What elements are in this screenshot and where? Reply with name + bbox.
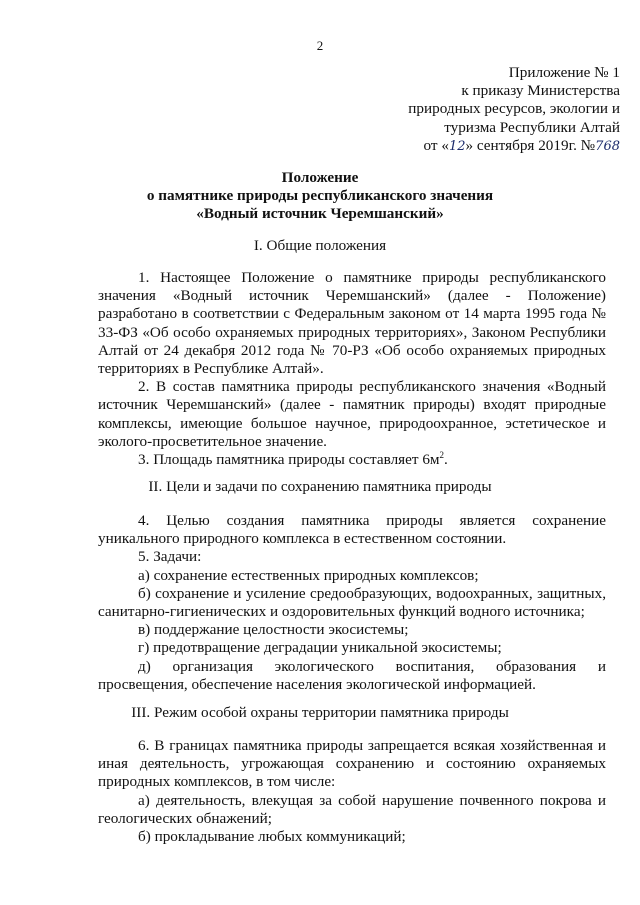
title-line-1: Положение <box>281 169 359 186</box>
task-d: г) предотвращение деградации уникальной экосистемы; <box>138 639 502 657</box>
title-line-2: о памятнике природы республиканского значения <box>146 187 494 205</box>
appendix-line-1: Приложение № 1 <box>508 64 620 81</box>
paragraph-2: 2. В состав памятника природы республиканского значения «Водный источник Черемшанский» (далее - памятник природы) входят природные комплексы, имеющие большое научное, природоохранное, эстетическое и эколого-просветительное значение. <box>98 378 606 450</box>
section-2-heading: II. Цели и задачи по сохранению памятника природы <box>148 478 492 495</box>
appendix-header <box>370 64 620 156</box>
task-b: б) сохранение и усиление средообразующих, водоохранных, защитных, санитарно-гигиенических и оздоровительных функций водного источника; <box>98 584 606 621</box>
paragraph-5: 5. Задачи: <box>138 548 202 566</box>
title-line-3: «Водный источник Черемшанский» <box>196 205 444 223</box>
section-1-heading: I. Общие положения <box>253 237 387 254</box>
appendix-line-3: природных ресурсов, экологии и <box>408 100 620 118</box>
appendix-date-line <box>370 137 620 156</box>
section-2-body <box>98 512 606 694</box>
appendix-line-2: к приказу Министерства <box>461 82 620 100</box>
date-mid: » сентября 2019г. № <box>465 136 596 154</box>
page-number: 2 <box>316 38 324 53</box>
task-a: а) сохранение естественных природных комплексов; <box>138 566 479 584</box>
paragraph-4: 4. Целью создания памятника природы является сохранение уникального природного комплекса в естественном состоянии. <box>98 512 606 548</box>
date-prefix: от « <box>423 136 449 154</box>
paragraph-6: 6. В границах памятника природы запрещается всякая хозяйственная и иная деятельность, угрожающая сохранению и состоянию охраняемых природных комплексов, в том числе: <box>98 737 606 791</box>
task-c: в) поддержание целостности экосистемы; <box>138 621 409 639</box>
section-3-body <box>98 737 606 846</box>
paragraph-3 <box>98 451 606 469</box>
handwritten-day: 12 <box>448 138 466 154</box>
section-3-heading: III. Режим особой охраны территории памятника природы <box>131 704 509 721</box>
section-1-body <box>98 269 606 469</box>
restriction-b: б) прокладывание любых коммуникаций; <box>138 828 406 846</box>
handwritten-number: 768 <box>595 138 620 154</box>
document-title <box>0 169 640 224</box>
paragraph-3-end: . <box>444 451 448 469</box>
task-e: д) организация экологического воспитания, образования и просвещения, обеспечение населения экологической информацией. <box>98 657 606 693</box>
restriction-a: а) деятельность, влекущая за собой нарушение почвенного покрова и геологических обнажений; <box>98 791 606 827</box>
paragraph-1: 1. Настоящее Положение о памятнике природы республиканского значения «Водный источник Черемшанский» (далее - Положение) разработано в соответствии с Федеральным законом от 14 марта 1995 года № 33-ФЗ «Об особо охраняемых природных территориях», Законом Республики Алтай от 24 декабря 2012 года № 70-РЗ «Об особо охраняемых природных территориях в Республике Алтай». <box>98 269 606 378</box>
appendix-line-4: туризма Республики Алтай <box>444 118 620 136</box>
paragraph-3-superscript: 2 <box>439 449 445 460</box>
paragraph-3-text: 3. Площадь памятника природы составляет 6м <box>138 451 440 469</box>
